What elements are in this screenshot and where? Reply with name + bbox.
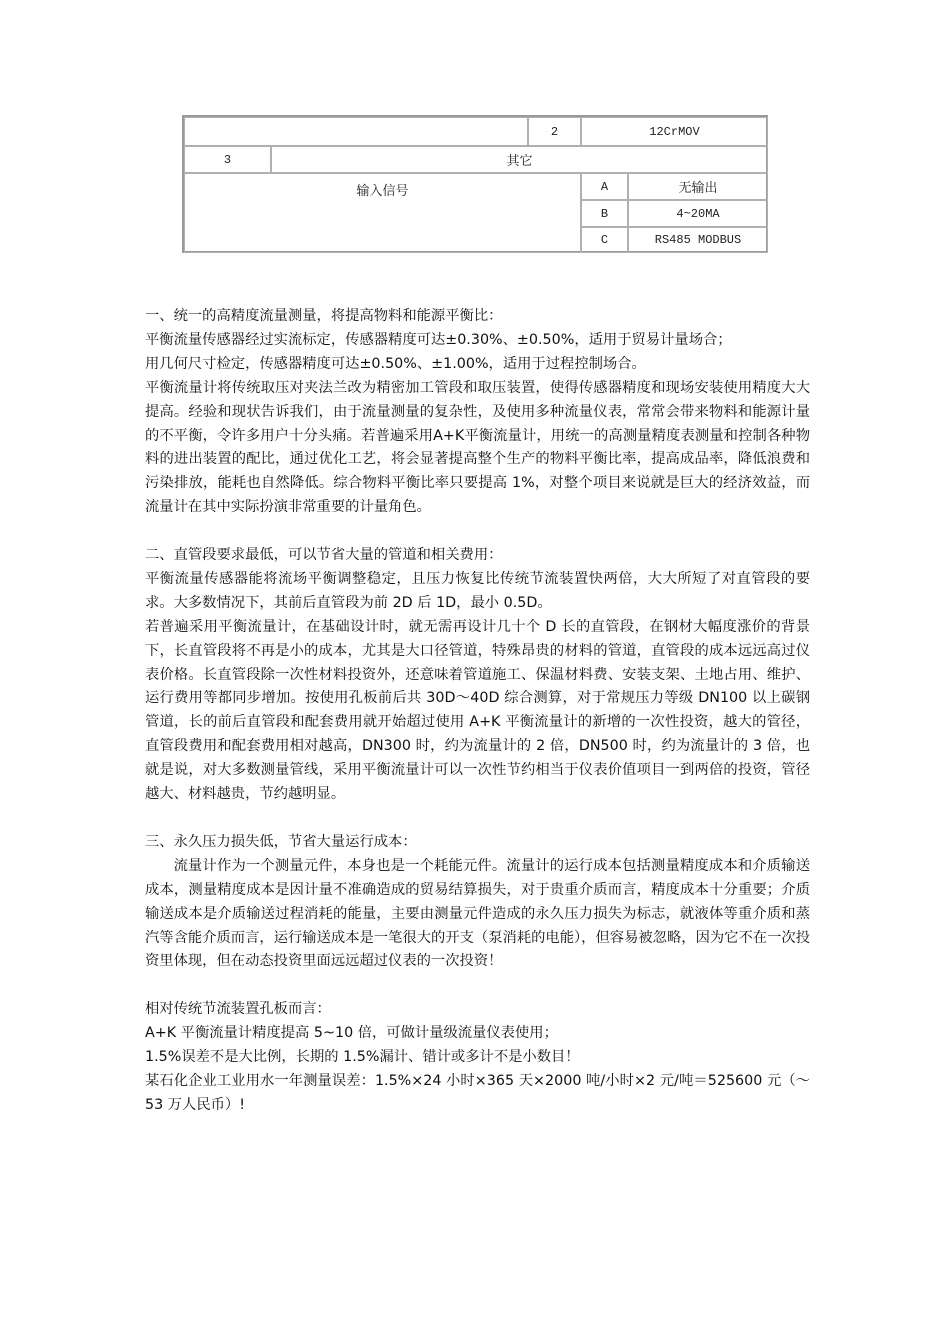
- spec-table: [182, 115, 768, 253]
- signal-value: 4~20MA: [628, 200, 768, 227]
- paragraph: 平衡流量计将传统取压对夹法兰改为精密加工管段和取压装置，使得传感器精度和现场安装使用精度大大提高。经验和现状告诉我们，由于流量测量的复杂性，及使用多种流量仪表，常常会带来物料和能源计量的不平衡，令许多用户十分头痛。若普遍采用A+K平衡流量计，用统一的高测量精度表测量和控制各种物料的进出装置的配比，通过优化工艺，将会显著提高整个生产的物料平衡比率，提高成品率，降低浪费和污染排放，能耗也自然降低。综合物料平衡比率只要提高 1%，对整个项目来说就是巨大的经济效益，而流量计在其中实际扮演非常重要的计量角色。: [145, 379, 810, 516]
- section-heading: 三、永久压力损失低，节省大量运行成本：: [145, 833, 417, 850]
- table-cell-number: 3: [184, 146, 271, 173]
- signal-value: 无输出: [628, 173, 768, 200]
- paragraph: 1.5%误差不是大比例，长期的 1.5%漏计、错计或多计不是小数目！: [145, 1049, 580, 1066]
- section-heading: 一、统一的高精度流量测量，将提高物料和能源平衡比：: [145, 308, 503, 324]
- signal-value: RS485 MODBUS: [628, 227, 768, 253]
- signal-code: B: [581, 200, 628, 227]
- document-body: [145, 305, 810, 1118]
- section-heading: 二、直管段要求最低，可以节省大量的管道和相关费用：: [145, 547, 503, 564]
- input-signal-label: 输入信号: [184, 173, 581, 253]
- paragraph: 平衡流量传感器能将流场平衡调整稳定，且压力恢复比传统节流装置快两倍，大大所短了对直管段的要求。大多数情况下，其前后直管段为前 2D 后 1D，最小 0.5D。: [145, 570, 810, 611]
- table-cell-other: 其它: [271, 146, 768, 173]
- section-heading: 相对传统节流装置孔板而言：: [145, 1001, 331, 1018]
- paragraph: 若普遍采用平衡流量计，在基础设计时，就无需再设计几十个 D 长的直管段，在钢材大幅度涨价的背景下，长直管段将不再是小的成本，尤其是大口径管道，特殊昂贵的材料的管道，直管段的成本远远高过仪表价格。长直管段除一次性材料投资外，还意味着管道施工、保温材料费、安装支架、土地占用、维护、运行费用等都同步增加。按使用孔板前后共 30D～40D 综合测算，对于常规压力等级 DN100 以上碳钢管道，长的前后直管段和配套费用就开始超过使用 A+K 平衡流量计的新增的一次性投资，越大的管径，直管段费用和配套费用相对越高，DN300 时，约为流量计的 2 倍，DN500 时，约为流量计的 3 倍，也就是说，对大多数测量管线，采用平衡流量计可以一次性节约相当于仪表价值项目一到两倍的投资，管径越大、材料越贵，节约越明显。: [145, 618, 810, 803]
- table-cell-empty: [184, 117, 528, 146]
- signal-code: C: [581, 227, 628, 253]
- table-cell-material: 12CrMOV: [581, 117, 768, 146]
- paragraph: A+K 平衡流量计精度提高 5~10 倍，可做计量级流量仪表使用；: [145, 1025, 558, 1042]
- paragraph: 用几何尺寸检定，传感器精度可达±0.50%、±1.00%，适用于过程控制场合。: [145, 355, 646, 372]
- paragraph: 平衡流量传感器经过实流标定，传感器精度可达±0.30%、±0.50%，适用于贸易计量场合；: [145, 331, 732, 348]
- paragraph: 某石化企业工业用水一年测量误差：1.5%×24 小时×365 天×2000 吨/小时×2 元/吨＝525600 元（～53 万人民币）!: [145, 1072, 810, 1113]
- paragraph: 流量计作为一个测量元件，本身也是一个耗能元件。流量计的运行成本包括测量精度成本和介质输送成本，测量精度成本是因计量不准确造成的贸易结算损失，对于贵重介质而言，精度成本十分重要；介质输送成本是介质输送过程消耗的能量，主要由测量元件造成的永久压力损失为标志，就液体等重介质和蒸汽等含能介质而言，运行输送成本是一笔很大的开支（泵消耗的电能），但容易被忽略，因为它不在一次投资里体现，但在动态投资里面远远超过仪表的一次投资！: [145, 857, 810, 970]
- signal-code: A: [581, 173, 628, 200]
- table-cell-number: 2: [528, 117, 581, 146]
